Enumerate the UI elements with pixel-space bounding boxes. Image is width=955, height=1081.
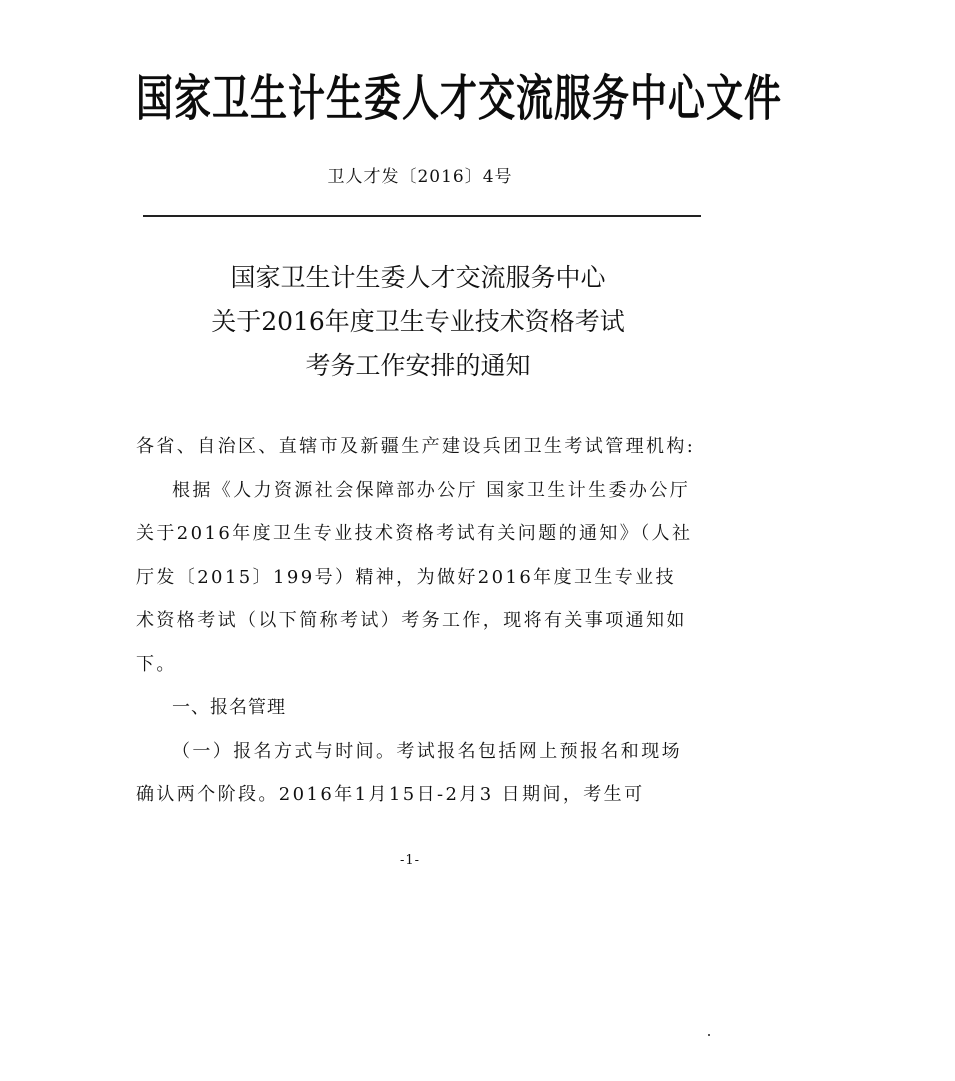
title-line-3: 考务工作安排的通知 [305, 351, 531, 380]
notice-title [140, 256, 696, 388]
section-heading: 一、报名管理 [172, 697, 286, 718]
body-paragraph: 根据《人力资源社会保障部办公厅 国家卫生计生委办公厅关于2016年度卫生专业技术资格考试有关问题的通知》（人社厅发〔2015〕199号）精神，为做好2016年度卫生专业技术资格考试（以下简称考试）考务工作，现将有关事项通知如下。 [136, 479, 693, 675]
title-line-1: 国家卫生计生委人才交流服务中心 [230, 263, 606, 292]
addressee: 各省、自治区、直辖市及新疆生产建设兵团卫生考试管理机构: [136, 436, 696, 457]
issuer-banner: 国家卫生计生委人才交流服务中心文件 [136, 69, 782, 127]
scan-speck [708, 1034, 710, 1036]
title-line-2: 关于2016年度卫生专业技术资格考试 [211, 307, 625, 336]
notice-body [136, 425, 696, 817]
header-divider [143, 215, 701, 217]
body-paragraph: （一）报名方式与时间。考试报名包括网上预报名和现场确认两个阶段。2016年1月15日-2月3 日期间，考生可 [136, 740, 682, 805]
document-number: 卫人才发〔2016〕4号 [327, 167, 513, 187]
page-number: -1- [399, 853, 421, 868]
